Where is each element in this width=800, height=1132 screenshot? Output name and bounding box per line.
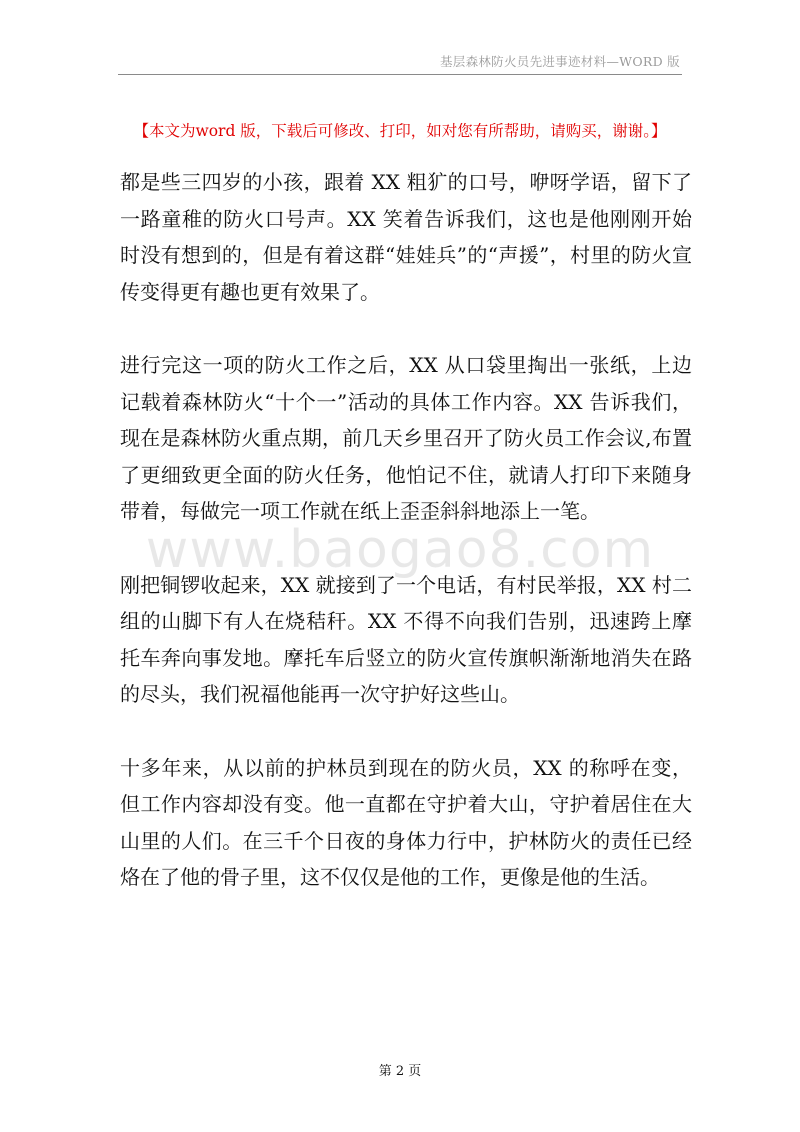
page-number: 第 2 页 (378, 1064, 422, 1079)
header-title: 基层森林防火员先进事迹材料—WORD 版 (439, 54, 680, 69)
purchase-notice: 【本文为word 版，下载后可修改、打印，如对您有所帮助，请购买，谢谢。】 (133, 122, 667, 140)
paragraph-3: 刚把铜锣收起来，XX 就接到了一个电话，有村民举报，XX 村二组的山脚下有人在烧秸秆。XX 不得不向我们告别，迅速跨上摩托车奔向事发地。摩托车后竖立的防火宣传旗帜渐渐地消失在路的尽头，我们祝福他能再一次守护好这些山。 (120, 572, 692, 706)
watermark: www.baogao8.com (145, 520, 655, 580)
document-body (120, 164, 692, 896)
header-divider (118, 74, 682, 75)
paragraph-4: 十多年来，从以前的护林员到现在的防火员，XX 的称呼在变，但工作内容却没有变。他一直都在守护着大山，守护着居住在大山里的人们。在三千个日夜的身体力行中，护林防火的责任已经烙在了他的骨子里，这不仅仅是他的工作，更像是他的生活。 (120, 755, 692, 889)
paragraph-1: 都是些三四岁的小孩，跟着 XX 粗犷的口号，咿呀学语，留下了一路童稚的防火口号声。XX 笑着告诉我们，这也是他刚刚开始时没有想到的，但是有着这群“娃娃兵”的“声援”，村里的防火宣传变得更有趣也更有效果了。 (120, 170, 692, 304)
paragraph-2: 进行完这一项的防火工作之后，XX 从口袋里掏出一张纸，上边记载着森林防火“十个一”活动的具体工作内容。XX 告诉我们，现在是森林防火重点期，前几天乡里召开了防火员工作会议,布置了更细致更全面的防火任务，他怕记不住，就请人打印下来随身带着，每做完一项工作就在纸上歪歪斜斜地添上一笔。 (120, 353, 692, 523)
